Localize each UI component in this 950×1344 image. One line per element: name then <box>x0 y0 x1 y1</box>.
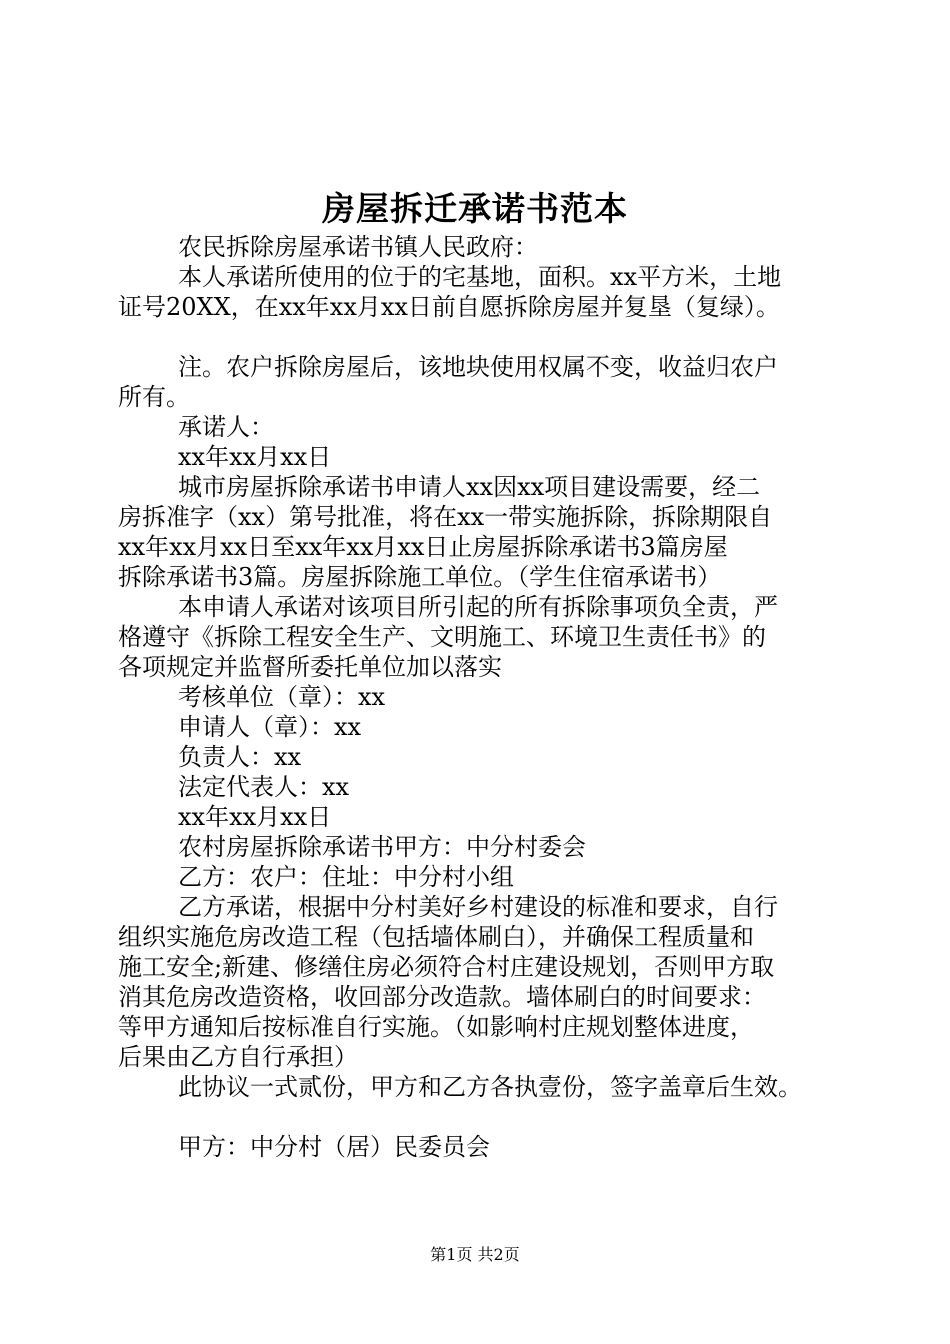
paragraph-line: xx年xx月xx日 <box>178 803 332 831</box>
paragraph-line: 农民拆除房屋承诺书镇人民政府： <box>178 233 538 261</box>
paragraph-line: 考核单位（章）：xx <box>178 683 386 711</box>
paragraph-line: 农村房屋拆除承诺书甲方：中分村委会 <box>178 833 586 861</box>
paragraph-line: 所有。 <box>118 383 190 411</box>
document-body <box>118 232 858 1162</box>
paragraph-line: 组织实施危房改造工程（包括墙体刷白），并确保工程质量和 <box>118 923 754 951</box>
paragraph-line: 房拆准字（xx）第号批准，将在xx一带实施拆除，拆除期限自 <box>118 503 773 531</box>
document-title: 房屋拆迁承诺书范本 <box>322 189 628 228</box>
paragraph-line: 乙方承诺，根据中分村美好乡村建设的标准和要求，自行 <box>178 893 778 921</box>
paragraph-line: xx年xx月xx日 <box>178 443 332 471</box>
paragraph-line: xx年xx月xx日至xx年xx月xx日止房屋拆除承诺书3篇房屋 <box>118 533 728 561</box>
paragraph-line: 此协议一式贰份，甲方和乙方各执壹份，签字盖章后生效。 <box>178 1073 802 1101</box>
paragraph-line: 消其危房改造资格，收回部分改造款。墙体刷白的时间要求： <box>118 983 766 1011</box>
paragraph-line: 乙方：农户：住址：中分村小组 <box>178 863 514 891</box>
paragraph-line: 施工安全;新建、修缮住房必须符合村庄建设规划，否则甲方取 <box>118 953 775 981</box>
paragraph-line: 后果由乙方自行承担） <box>118 1043 358 1071</box>
paragraph-line: 格遵守《拆除工程安全生产、文明施工、环境卫生责任书》的 <box>118 623 766 651</box>
paragraph-line: 法定代表人：xx <box>178 773 350 801</box>
paragraph-line: 各项规定并监督所委托单位加以落实 <box>118 653 502 681</box>
paragraph-line: 负责人：xx <box>178 743 302 771</box>
paragraph-line: 证号20XX，在xx年xx月xx日前自愿拆除房屋并复垦（复绿）。 <box>118 293 780 321</box>
paragraph-line: 注。农户拆除房屋后，该地块使用权属不变，收益归农户 <box>178 353 778 381</box>
paragraph-line: 拆除承诺书3篇。房屋拆除施工单位。（学生住宿承诺书） <box>118 563 722 591</box>
paragraph-line: 甲方：中分村（居）民委员会 <box>178 1133 490 1161</box>
blank-line <box>118 322 858 352</box>
paragraph-line: 本人承诺所使用的位于的宅基地，面积。xx平方米，土地 <box>178 263 782 291</box>
paragraph-line: 本申请人承诺对该项目所引起的所有拆除事项负全责，严 <box>178 593 778 621</box>
paragraph-line: 承诺人： <box>178 413 274 441</box>
paragraph-line: 申请人（章）：xx <box>178 713 362 741</box>
paragraph-line: 城市房屋拆除承诺书申请人xx因xx项目建设需要，经二 <box>178 473 761 501</box>
page-number-footer: 第1页 共2页 <box>430 1245 520 1264</box>
paragraph-line: 等甲方通知后按标准自行实施。（如影响村庄规划整体进度， <box>118 1013 754 1041</box>
blank-line <box>118 1102 858 1132</box>
